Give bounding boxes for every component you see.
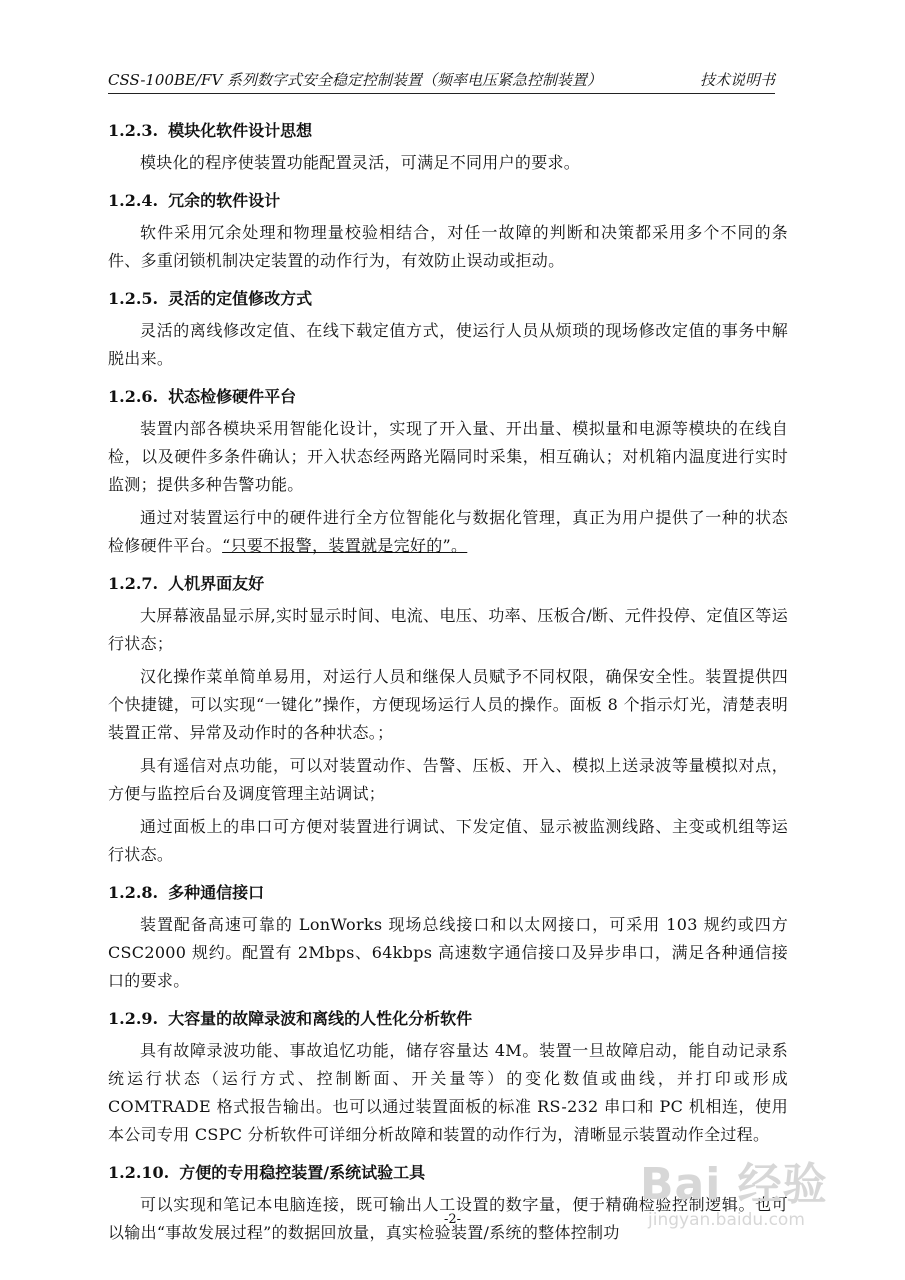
section-heading: 1.2.7. 人机界面友好 [108, 574, 265, 593]
section-heading: 1.2.5. 灵活的定值修改方式 [108, 289, 313, 308]
section-heading: 1.2.4. 冗余的软件设计 [108, 191, 281, 210]
paragraph: 软件采用冗余处理和物理量校验相结合，对任一故障的判断和决策都采用多个不同的条件、多重闭锁机制决定装置的动作行为，有效防止误动或拒动。 [108, 223, 788, 270]
watermark-logo: Bai 经验 [640, 1159, 828, 1210]
paragraph: 灵活的离线修改定值、在线下载定值方式，使运行人员从烦琐的现场修改定值的事务中解脱出来。 [108, 321, 788, 368]
section-heading: 1.2.10. 方便的专用稳控装置/系统试验工具 [108, 1163, 426, 1182]
paragraph: 装置内部各模块采用智能化设计，实现了开入量、开出量、模拟量和电源等模块的在线自检，以及硬件多条件确认；开入状态经两路光隔同时采集，相互确认；对机箱内温度进行实时监测；提供多种告警功能。 [108, 419, 788, 494]
section-heading: 1.2.3. 模块化软件设计思想 [108, 121, 313, 140]
paragraph: 大屏幕液晶显示屏,实时显示时间、电流、电压、功率、压板合/断、元件投停、定值区等运行状态； [108, 606, 788, 653]
header-title: CSS-100BE/FV 系列数字式安全稳定控制装置（频率电压紧急控制装置） [108, 71, 603, 89]
paragraph: 模块化的程序使装置功能配置灵活，可满足不同用户的要求。 [140, 153, 581, 172]
section-heading: 1.2.8. 多种通信接口 [108, 883, 265, 902]
paragraph: 具有故障录波功能、事故追忆功能，储存容量达 4M。装置一旦故障启动，能自动记录系统运行状态（运行方式、控制断面、开关量等）的变化数值或曲线，并打印或形成 COMTRADE 格式报告输出。也可以通过装置面板的标准 RS-232 串口和 PC 机相连，使用本公司专用 CSPC 分析软件可详细分析故障和装置的动作行为，清晰显示装置动作全过程。 [108, 1041, 788, 1144]
document-body [108, 112, 788, 1252]
baidu-watermark [640, 1160, 870, 1260]
watermark-url: jingyan.baidu.com [648, 1210, 805, 1230]
paragraph: 可以实现和笔记本电脑连接，既可输出人工设置的数字量，便于精确检验控制逻辑。也可以输出“事故发展过程”的数据回放量，真实检验装置/系统的整体控制功 [108, 1195, 788, 1242]
section-heading: 1.2.9. 大容量的故障录波和离线的人性化分析软件 [108, 1009, 473, 1028]
section-heading: 1.2.6. 状态检修硬件平台 [108, 387, 297, 406]
underlined-quote: “只要不报警，装置就是完好的”。 [222, 536, 468, 555]
paragraph: 具有遥信对点功能，可以对装置动作、告警、压板、开入、模拟上送录波等量模拟对点，方便与监控后台及调度管理主站调试； [108, 756, 788, 803]
page-number: -2- [443, 1212, 462, 1227]
paragraph: 装置配备高速可靠的 LonWorks 现场总线接口和以太网接口，可采用 103 规约或四方 CSC2000 规约。配置有 2Mbps、64kbps 高速数字通信接口及异步串口，满足各种通信接口的要求。 [108, 915, 788, 990]
paragraph: 通过面板上的串口可方便对装置进行调试、下发定值、显示被监测线路、主变或机组等运行状态。 [108, 817, 788, 864]
paragraph: 汉化操作菜单简单易用，对运行人员和继保人员赋予不同权限，确保安全性。装置提供四个快捷键，可以实现“一键化”操作，方便现场运行人员的操作。面板 8 个指示灯光，清楚表明装置正常、异常及动作时的各种状态。； [108, 667, 788, 742]
paragraph: 通过对装置运行中的硬件进行全方位智能化与数据化管理，真正为用户提供了一种的状态检修硬件平台。“只要不报警，装置就是完好的”。 [108, 508, 788, 555]
header-doc-type: 技术说明书 [699, 71, 775, 89]
page-header [108, 66, 775, 94]
